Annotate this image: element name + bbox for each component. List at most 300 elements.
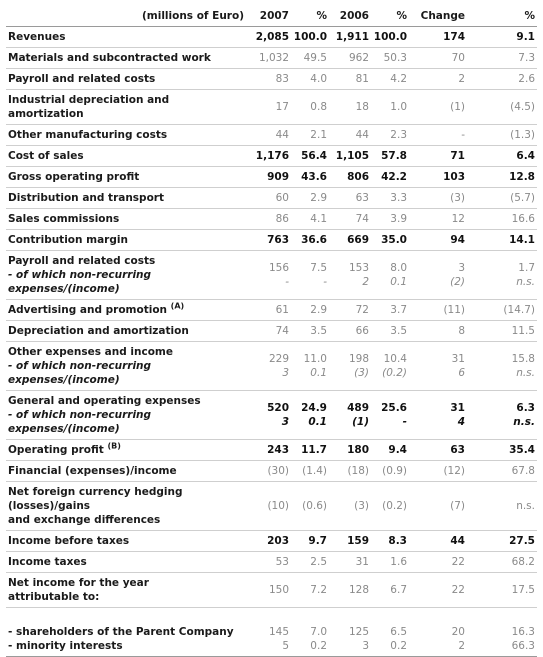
- pct-2007-cell: [291, 90, 329, 125]
- row-label-line: Revenues: [8, 31, 66, 43]
- row-label: [6, 461, 250, 482]
- pct-change-cell: [467, 531, 537, 552]
- cell-value: 49.5: [303, 52, 327, 64]
- table-row: [6, 321, 537, 342]
- cell-value: 150: [268, 584, 289, 596]
- cell-value: 520: [267, 402, 289, 414]
- row-label: [6, 440, 250, 461]
- row-label-line: and exchange differences: [8, 514, 161, 526]
- pct-2006-cell: [371, 90, 409, 125]
- cell-value: 31: [355, 556, 369, 568]
- change-cell: [409, 440, 467, 461]
- pct-2007-cell: [291, 531, 329, 552]
- cell-value: 1,176: [255, 150, 289, 162]
- value-2006-cell: [329, 167, 371, 188]
- pct-change-cell: [467, 125, 537, 146]
- change-cell: [409, 531, 467, 552]
- table-row: [6, 531, 537, 552]
- cell-value: (11): [443, 304, 465, 316]
- cell-value: 11.5: [511, 325, 535, 337]
- value-2006-cell: [329, 321, 371, 342]
- pct-2007-cell: [291, 146, 329, 167]
- cell-value: 81: [355, 73, 369, 85]
- value-2007-cell: [250, 48, 291, 69]
- cell-value: 145: [268, 626, 289, 638]
- cell-value: 4.2: [390, 73, 407, 85]
- cell-value: 3: [458, 262, 465, 274]
- cell-value: 16.3: [511, 626, 535, 638]
- cell-spacer: [373, 611, 407, 625]
- row-label: [6, 69, 250, 90]
- row-label: [6, 552, 250, 573]
- value-2007-cell: [250, 251, 291, 300]
- cell-value: (18): [347, 465, 369, 477]
- cell-value: 67.8: [511, 465, 535, 477]
- cell-value: 43.6: [301, 171, 327, 183]
- pct-change-cell: [467, 608, 537, 657]
- value-2007-cell: [250, 321, 291, 342]
- value-2006-cell: [329, 125, 371, 146]
- table-row: [6, 391, 537, 440]
- pct-2007-cell: [291, 391, 329, 440]
- change-cell: [409, 188, 467, 209]
- value-2006-cell: [329, 440, 371, 461]
- non-recurring-value: -: [402, 416, 407, 428]
- row-label-line: Payroll and related costs: [8, 73, 156, 85]
- value-2006-cell: [329, 300, 371, 321]
- table-row: [6, 188, 537, 209]
- pct-change-cell: [467, 482, 537, 531]
- non-recurring-value: n.s.: [513, 416, 535, 428]
- pct-change-cell: [467, 573, 537, 608]
- cell-value: 128: [348, 584, 369, 596]
- cell-spacer: [293, 611, 327, 625]
- cell-value: 61: [275, 304, 289, 316]
- non-recurring-value: -: [285, 276, 289, 288]
- cell-value: 8: [458, 325, 465, 337]
- pct-2007-cell: [291, 167, 329, 188]
- footnote-marker: (A): [170, 301, 185, 311]
- pct-change-cell: [467, 342, 537, 391]
- cell-value: 0.2: [310, 640, 327, 652]
- non-recurring-value: 3: [281, 416, 289, 428]
- row-label-line: Distribution and transport: [8, 192, 164, 204]
- value-2007-cell: [250, 573, 291, 608]
- row-label-line: attributable to:: [8, 591, 100, 603]
- row-label-line: Contribution margin: [8, 234, 128, 246]
- cell-value: 7.5: [310, 262, 327, 274]
- pct-change-cell: [467, 90, 537, 125]
- cell-value: 86: [275, 213, 289, 225]
- cell-value: (30): [267, 465, 289, 477]
- non-recurring-value: 0.1: [310, 367, 327, 379]
- row-label-line: Income before taxes: [8, 535, 130, 547]
- value-2007-cell: [250, 531, 291, 552]
- non-recurring-value: 2: [362, 276, 369, 288]
- cell-value: 2,085: [255, 31, 289, 43]
- change-cell: [409, 300, 467, 321]
- table-row: [6, 461, 537, 482]
- non-recurring-value: 4: [457, 416, 465, 428]
- cell-value: 56.4: [301, 150, 327, 162]
- change-cell: [409, 230, 467, 251]
- cell-value: 6.4: [516, 150, 535, 162]
- row-label-line: Net foreign currency hedging (losses)/gains: [8, 486, 183, 512]
- value-2006-cell: [329, 531, 371, 552]
- cell-value: 53: [275, 556, 289, 568]
- cell-value: 74: [275, 325, 289, 337]
- cell-value: 489: [347, 402, 369, 414]
- pct-2006-cell: [371, 342, 409, 391]
- pct-change-cell: [467, 48, 537, 69]
- pct-change-cell: [467, 188, 537, 209]
- pct-2007-cell: [291, 48, 329, 69]
- cell-value: 8.0: [390, 262, 407, 274]
- row-sublabel: - of which non-recurring expenses/(income): [8, 409, 152, 435]
- cell-value: 203: [267, 535, 289, 547]
- value-2007-cell: [250, 608, 291, 657]
- non-recurring-value: (0.2): [382, 367, 407, 379]
- pct-change-cell: [467, 461, 537, 482]
- value-2006-cell: [329, 27, 371, 48]
- cell-value: 6.3: [516, 402, 535, 414]
- cell-value: 243: [267, 444, 289, 456]
- table-row: [6, 482, 537, 531]
- pct-change-cell: [467, 230, 537, 251]
- cell-value: 17: [275, 101, 289, 113]
- value-2006-cell: [329, 69, 371, 90]
- cell-value: (0.9): [382, 465, 407, 477]
- change-cell: [409, 573, 467, 608]
- row-label-line: General and operating expenses: [8, 395, 201, 407]
- row-label-line: Sales commissions: [8, 213, 120, 225]
- pct-2006-cell: [371, 440, 409, 461]
- row-label-line: Financial (expenses)/income: [8, 465, 177, 477]
- row-label-line: Gross operating profit: [8, 171, 140, 183]
- change-cell: [409, 342, 467, 391]
- row-label: [6, 125, 250, 146]
- cell-value: 1,105: [335, 150, 369, 162]
- cell-value: 4.1: [310, 213, 327, 225]
- value-2007-cell: [250, 552, 291, 573]
- change-cell: [409, 209, 467, 230]
- pct-2006-cell: [371, 552, 409, 573]
- cell-value: 2.3: [390, 129, 407, 141]
- cell-value: 22: [451, 556, 465, 568]
- row-sublabel: - of which non-recurring expenses/(income): [8, 269, 152, 295]
- pct-2006-cell: [371, 48, 409, 69]
- cell-value: 153: [348, 262, 369, 274]
- non-recurring-value: 6: [458, 367, 465, 379]
- header-2006: 2006: [329, 6, 371, 27]
- cell-value: 103: [443, 171, 465, 183]
- row-label-line: Payroll and related costs: [8, 255, 156, 267]
- pct-2007-cell: [291, 69, 329, 90]
- value-2007-cell: [250, 146, 291, 167]
- header-pct-2006: %: [371, 6, 409, 27]
- table-header-row: [6, 6, 537, 27]
- row-label-line: Income taxes: [8, 556, 87, 568]
- cell-value: 2.1: [310, 129, 327, 141]
- change-cell: [409, 321, 467, 342]
- cell-value: (0.6): [302, 500, 327, 512]
- cell-value: 2.5: [310, 556, 327, 568]
- cell-value: 50.3: [383, 52, 407, 64]
- value-2007-cell: [250, 342, 291, 391]
- pct-2006-cell: [371, 573, 409, 608]
- row-label-line: Depreciation and amortization: [8, 325, 189, 337]
- cell-value: 57.8: [381, 150, 407, 162]
- pct-2007-cell: [291, 27, 329, 48]
- value-2007-cell: [250, 188, 291, 209]
- pct-change-cell: [467, 167, 537, 188]
- cell-value: 2.6: [518, 73, 535, 85]
- non-recurring-value: n.s.: [516, 276, 535, 288]
- cell-value: 42.2: [381, 171, 407, 183]
- row-label: [6, 230, 250, 251]
- income-statement-table: [6, 6, 537, 657]
- row-label: [6, 146, 250, 167]
- pct-2007-cell: [291, 321, 329, 342]
- cell-value: 44: [355, 129, 369, 141]
- cell-value: 16.6: [511, 213, 535, 225]
- cell-value: 962: [348, 52, 369, 64]
- cell-value: (5.7): [510, 192, 535, 204]
- pct-2007-cell: [291, 482, 329, 531]
- value-2006-cell: [329, 552, 371, 573]
- value-2006-cell: [329, 573, 371, 608]
- pct-2006-cell: [371, 391, 409, 440]
- table-row: [6, 48, 537, 69]
- pct-2007-cell: [291, 461, 329, 482]
- cell-value: 1.7: [518, 262, 535, 274]
- cell-value: (7): [450, 500, 465, 512]
- value-2007-cell: [250, 440, 291, 461]
- row-label: [6, 209, 250, 230]
- cell-value: 1,032: [258, 52, 289, 64]
- pct-change-cell: [467, 251, 537, 300]
- value-2006-cell: [329, 146, 371, 167]
- cell-value: 0.8: [310, 101, 327, 113]
- pct-2007-cell: [291, 342, 329, 391]
- cell-value: (3): [450, 192, 465, 204]
- value-2007-cell: [250, 27, 291, 48]
- cell-value: 44: [450, 535, 465, 547]
- cell-value: 12: [451, 213, 465, 225]
- change-cell: [409, 461, 467, 482]
- cell-value: 2: [458, 73, 465, 85]
- change-cell: [409, 48, 467, 69]
- pct-2007-cell: [291, 440, 329, 461]
- value-2006-cell: [329, 342, 371, 391]
- footnote-marker: (B): [107, 441, 121, 451]
- row-label-line: Cost of sales: [8, 150, 84, 162]
- cell-value: 24.9: [301, 402, 327, 414]
- cell-value: (0.2): [382, 500, 407, 512]
- cell-value: 7.0: [310, 626, 327, 638]
- pct-2007-cell: [291, 552, 329, 573]
- cell-value: 3: [362, 640, 369, 652]
- table-row: [6, 209, 537, 230]
- cell-value: 2.9: [310, 192, 327, 204]
- cell-spacer: [331, 611, 369, 625]
- non-recurring-value: (3): [354, 367, 369, 379]
- non-recurring-value: -: [323, 276, 327, 288]
- change-cell: [409, 391, 467, 440]
- header-pct-change: %: [467, 6, 537, 27]
- change-cell: [409, 27, 467, 48]
- row-label-line: Other manufacturing costs: [8, 129, 168, 141]
- pct-2007-cell: [291, 125, 329, 146]
- cell-value: 70: [451, 52, 465, 64]
- pct-2006-cell: [371, 461, 409, 482]
- cell-value: 2.9: [310, 304, 327, 316]
- pct-change-cell: [467, 440, 537, 461]
- row-label-spacer: [8, 611, 248, 625]
- cell-value: 763: [267, 234, 289, 246]
- value-2007-cell: [250, 167, 291, 188]
- cell-spacer: [469, 611, 535, 625]
- value-2006-cell: [329, 482, 371, 531]
- cell-value: 0.2: [390, 640, 407, 652]
- pct-2007-cell: [291, 251, 329, 300]
- pct-2006-cell: [371, 27, 409, 48]
- value-2006-cell: [329, 608, 371, 657]
- cell-value: 7.3: [518, 52, 535, 64]
- cell-value: 11.7: [301, 444, 327, 456]
- cell-value: -: [461, 129, 465, 141]
- cell-value: 174: [443, 31, 465, 43]
- table-row: [6, 69, 537, 90]
- table-row: [6, 27, 537, 48]
- cell-value: 94: [450, 234, 465, 246]
- cell-value: n.s.: [516, 500, 535, 512]
- cell-value: 5: [282, 640, 289, 652]
- row-label-line: Net income for the year: [8, 577, 149, 589]
- cell-value: 12.8: [509, 171, 535, 183]
- cell-value: 3.3: [390, 192, 407, 204]
- cell-value: 63: [450, 444, 465, 456]
- change-cell: [409, 90, 467, 125]
- cell-value: 3.5: [310, 325, 327, 337]
- table-row: [6, 573, 537, 608]
- value-2006-cell: [329, 391, 371, 440]
- pct-change-cell: [467, 209, 537, 230]
- value-2007-cell: [250, 300, 291, 321]
- cell-value: 66.3: [511, 640, 535, 652]
- table-row: [6, 251, 537, 300]
- value-2007-cell: [250, 230, 291, 251]
- cell-value: 17.5: [511, 584, 535, 596]
- cell-value: 100.0: [293, 31, 327, 43]
- change-cell: [409, 251, 467, 300]
- row-label: [6, 300, 250, 321]
- row-label: [6, 321, 250, 342]
- row-label: [6, 608, 250, 657]
- row-label-line: - minority interests: [8, 640, 123, 652]
- cell-value: 31: [450, 402, 465, 414]
- pct-change-cell: [467, 300, 537, 321]
- value-2007-cell: [250, 461, 291, 482]
- pct-change-cell: [467, 69, 537, 90]
- cell-value: 35.4: [509, 444, 535, 456]
- cell-value: 229: [268, 353, 289, 365]
- cell-value: 3.7: [390, 304, 407, 316]
- cell-value: 11.0: [303, 353, 327, 365]
- cell-spacer: [411, 611, 465, 625]
- cell-value: 7.2: [310, 584, 327, 596]
- pct-2006-cell: [371, 531, 409, 552]
- pct-2007-cell: [291, 188, 329, 209]
- change-cell: [409, 69, 467, 90]
- cell-value: 9.1: [516, 31, 535, 43]
- cell-value: (1.3): [510, 129, 535, 141]
- cell-value: 125: [348, 626, 369, 638]
- table-row: [6, 230, 537, 251]
- cell-value: 156: [268, 262, 289, 274]
- pct-2006-cell: [371, 321, 409, 342]
- value-2007-cell: [250, 69, 291, 90]
- cell-value: 9.7: [308, 535, 327, 547]
- cell-value: 909: [267, 171, 289, 183]
- non-recurring-value: 0.1: [390, 276, 407, 288]
- table-row: [6, 90, 537, 125]
- cell-value: 68.2: [511, 556, 535, 568]
- row-label: [6, 342, 250, 391]
- value-2006-cell: [329, 48, 371, 69]
- cell-value: 14.1: [509, 234, 535, 246]
- cell-value: 60: [275, 192, 289, 204]
- header-2007: 2007: [250, 6, 291, 27]
- value-2007-cell: [250, 482, 291, 531]
- row-label: [6, 482, 250, 531]
- value-2006-cell: [329, 230, 371, 251]
- cell-value: 1,911: [335, 31, 369, 43]
- cell-value: 2: [458, 640, 465, 652]
- change-cell: [409, 167, 467, 188]
- cell-value: 44: [275, 129, 289, 141]
- cell-value: (1.4): [302, 465, 327, 477]
- cell-value: 3.5: [390, 325, 407, 337]
- change-cell: [409, 125, 467, 146]
- cell-value: 18: [355, 101, 369, 113]
- row-label: [6, 48, 250, 69]
- change-cell: [409, 552, 467, 573]
- pct-change-cell: [467, 27, 537, 48]
- cell-value: 198: [348, 353, 369, 365]
- cell-value: 1.6: [390, 556, 407, 568]
- pct-2006-cell: [371, 251, 409, 300]
- value-2007-cell: [250, 209, 291, 230]
- cell-value: 3.9: [390, 213, 407, 225]
- cell-value: (10): [267, 500, 289, 512]
- cell-value: 83: [275, 73, 289, 85]
- cell-value: 669: [347, 234, 369, 246]
- cell-value: 6.5: [390, 626, 407, 638]
- cell-value: (14.7): [503, 304, 535, 316]
- cell-value: (1): [450, 101, 465, 113]
- value-2006-cell: [329, 188, 371, 209]
- pct-2006-cell: [371, 608, 409, 657]
- row-label-line: Operating profit $^{(B)}$: [8, 441, 121, 456]
- row-label-line: - shareholders of the Parent Company: [8, 626, 234, 638]
- non-recurring-value: 3: [282, 367, 289, 379]
- table-row: [6, 125, 537, 146]
- cell-value: (4.5): [510, 101, 535, 113]
- cell-value: 20: [451, 626, 465, 638]
- cell-value: 25.6: [381, 402, 407, 414]
- table-body: [6, 27, 537, 657]
